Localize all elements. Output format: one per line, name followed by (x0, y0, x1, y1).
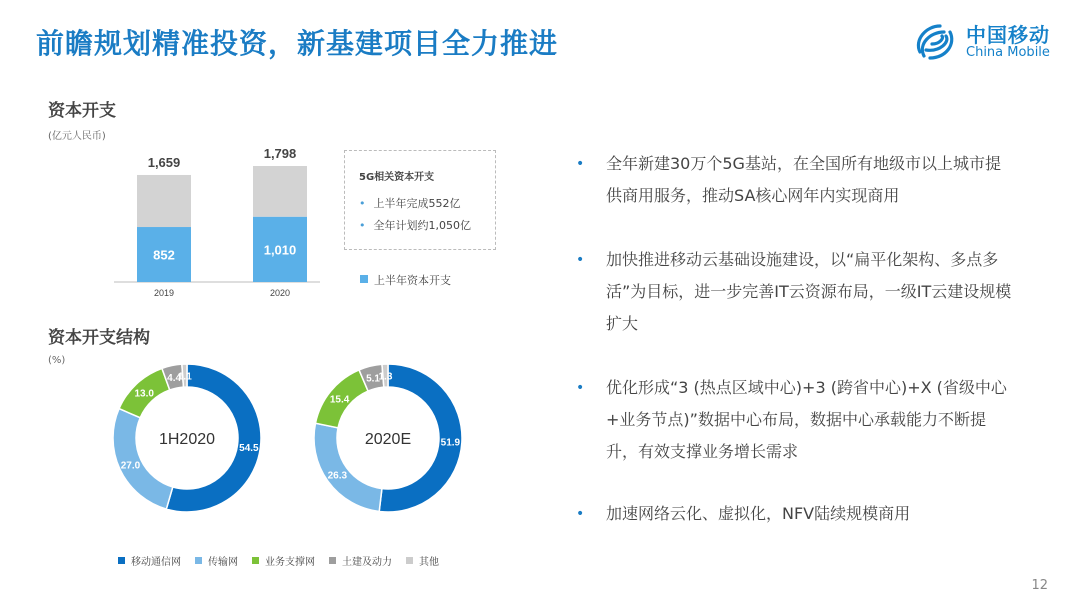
bar-category-label: 2019 (153, 288, 175, 298)
logo-text-cn: 中国移动 (966, 23, 1050, 47)
donut-slice (113, 409, 173, 509)
donut-center-label: 2020E (364, 431, 412, 448)
callout-title: 5G相关资本开支 (359, 172, 435, 183)
bar-value-label: 852 (153, 247, 175, 263)
legend-item (252, 553, 315, 568)
china-mobile-logo-icon (912, 18, 958, 64)
donut-slice-label: 54.5 (239, 442, 259, 454)
legend-item (118, 553, 181, 568)
legend-label: 传输网 (208, 557, 238, 568)
callout-item: • 上半年完成552亿 (359, 197, 461, 210)
legend-swatch (118, 557, 125, 564)
bar-total-label: 1,798 (263, 146, 297, 161)
bar-total-label: 1,659 (147, 154, 181, 170)
legend-label: 土建及动力 (342, 557, 392, 568)
5g-capex-callout (344, 150, 496, 250)
china-mobile-logo (912, 18, 1062, 68)
capex-title: 资本开支 (48, 101, 116, 121)
bar-value-label: 1,010 (263, 242, 297, 258)
structure-unit: (%) (48, 355, 66, 366)
donut-center-label: 1H2020 (158, 431, 216, 448)
capex-bar-chart (100, 140, 340, 305)
bar-total-segment (253, 166, 307, 217)
donut-slice-label: 4.4 (167, 372, 182, 384)
donut-slice-label: 1.1 (177, 371, 192, 383)
bullet-item: • 加快推进移动云基础设施建设，以“扁平化架构、多点多活”为目标，进一步完善IT云资源布局，一级IT云建设规模扩大 (574, 244, 1014, 340)
page-number: 12 (1031, 578, 1048, 593)
legend-swatch (406, 557, 413, 564)
bar-total-segment (137, 175, 191, 227)
legend-item (406, 553, 439, 568)
bar-category-label: 2020 (269, 288, 291, 298)
callout-item-text: 全年计划约1,050亿 (373, 219, 471, 232)
donut-slice-label: 15.4 (329, 394, 350, 406)
bullet-item: • 全年新建30万个5G基站，在全国所有地级市以上城市提供商用服务，推动SA核心网年内实现商用 (574, 148, 1014, 212)
legend-label: 移动通信网 (131, 557, 181, 568)
legend-swatch (329, 557, 336, 564)
bullet-item: • 优化形成“3 (热点区域中心)+3 (跨省中心)+X (省级中心+业务节点)”数据中心布局，数据中心承载能力不断提升，有效支撑业务增长需求 (574, 372, 1014, 468)
key-points-list (574, 148, 1014, 562)
structure-legend (118, 553, 439, 568)
legend-swatch (195, 557, 202, 564)
legend-item (195, 553, 238, 568)
donut-slice-label: 51.9 (440, 437, 461, 449)
logo-text-en: China Mobile (966, 45, 1050, 60)
donut-slice-label: 1.3 (378, 371, 393, 383)
donut-slice-label: 26.3 (327, 470, 348, 482)
bar-legend-label: 上半年资本开支 (374, 274, 451, 287)
callout-item: • 全年计划约1,050亿 (359, 219, 471, 232)
legend-label: 其他 (419, 557, 439, 568)
legend-item (329, 553, 392, 568)
bullet-item: • 加速网络云化、虚拟化，NFV陆续规模商用 (574, 498, 1014, 530)
legend-swatch (252, 557, 259, 564)
bar-legend-swatch (360, 275, 368, 283)
donut-slice-label: 5.1 (366, 373, 380, 385)
callout-item-text: 上半年完成552亿 (373, 197, 461, 210)
legend-label: 业务支撑网 (265, 557, 315, 568)
capex-structure-donuts (100, 360, 480, 530)
capex-unit: (亿元人民币) (48, 131, 106, 142)
donut-slice-label: 27.0 (120, 460, 141, 472)
structure-title: 资本开支结构 (48, 328, 150, 348)
bar-legend (360, 272, 451, 288)
page-title: 前瞻规划精准投资，新基建项目全力推进 (36, 27, 559, 60)
donut-slice-label: 13.0 (134, 388, 154, 400)
